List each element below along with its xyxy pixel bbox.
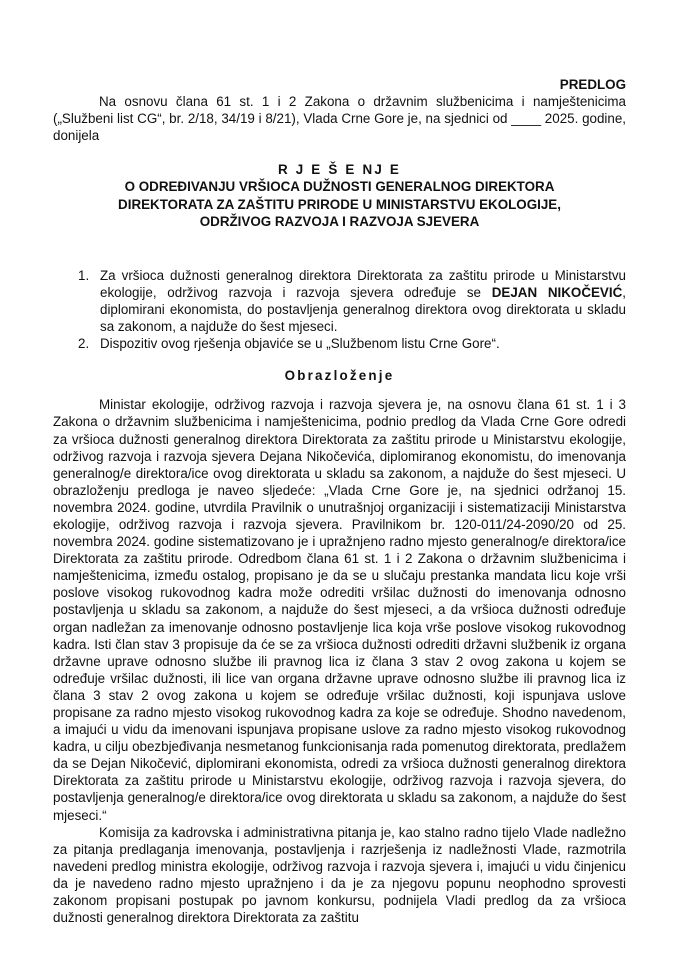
document-page: [53, 76, 626, 926]
dispositive-item-2: [53, 335, 626, 352]
dispositive-item-1: [53, 267, 626, 335]
item-number: 2.: [78, 336, 90, 352]
reasoning-paragraph-1: Ministar ekologije, održivog razvoja i razvoja sjevera je, na osnovu člana 61 st. 1 i 3 Zakona o državnim službenicima i namještenicima, podnio predlog da Vlada Crne Gore odredi za vršioca dužnosti generalnog direktora Direktorata za zaštitu prirode u Ministarstvu ekologije, održivog razvoja i razvoja sjevera Dejana Nikočevića, diplomiranog ekonomistu, do imenovanja generalnog/e direktora/ice ovog direktorata u skladu sa zakonom, a najduže do šest mjeseci. U obrazloženju predloga je naveo sljedeće: „Vlada Crne Gore je, na sjednici održanoj 15. novembra 2024. godine, utvrdila Pravilnik o unutrašnjoj organizaciji i sistematizaciji Ministarstva ekologije, održivog razvoja i razvoja sjevera. Pravilnikom br. 120-011/24-2090/20 od 25. novembra 2024. godine sistematizovano je i upražnjeno radno mjesto generalnog/e direktora/ice Direktorata za zaštitu prirode. Odredbom člana 61 st. 1 i 2 Zakona o državnim službenicima i namještenicima, između ostalog, propisano je da se u slučaju prestanka mandata licu koje vrši poslove visokog rukovodnog kadra može odrediti vršilac dužnosti do imenovanja odnosno postavljenja u skladu sa zakonom, a najduže do šest mjeseci, a da vršioca dužnosti određuje organ nadležan za imenovanje odnosno postavljenje lica koja vrše poslove visokog rukovodnog kadra. Isti član stav 3 propisuje da će se za vršioca dužnosti odrediti državni službenik iz organa državne uprave odnosno službe ili pravnog lica iz člana 3 stav 2 ovog zakona u kojem se određuje vršilac dužnosti, ili lice van organa državne uprave odnosno službe ili pravnog lica iz člana 3 stav 2 ovog zakona u kojem se određuje vršilac dužnosti, koji ispunjava uslove propisane za radno mjesto visokog rukovodnog kadra za koje se određuje. Shodno navedenom, a imajući u vidu da imenovani ispunjava propisane uslove za radno mjesto visokog rukovodnog kadra, u cilju obezbjeđivanja nesmetanog funkcionisanja rada pomenutog direktorata, predlažem da se Dejan Nikočević, diplomirani ekonomista, odredi za vršioca dužnosti generalnog direktora Direktorata za zaštitu prirode u Ministarstvu ekologije, održivog razvoja i razvoja sjevera, do postavljenja generalnog/e direktora/ice ovog direktorata u skladu sa zakonom, a najduže do šest mjeseci.“: [53, 397, 626, 823]
item-text-after: , diplomirani ekonomista, do postavljenja generalnog direktora ovog direktorata u skladu sa zakonom, a najduže do šest mjeseci.: [100, 284, 626, 335]
dispositive-list: [53, 267, 626, 352]
item-number: 1.: [78, 267, 90, 283]
item-text: Dispozitiv ovog rješenja objaviće se u „Službenom listu Crne Gore“.: [100, 336, 500, 352]
preamble: Na osnovu člana 61 st. 1 i 2 Zakona o državnim službenicima i namještenicima („Službeni list CG“, br. 2/18, 34/19 i 8/21), Vlada Crne Gore je, na sjednici od ____ 2025. godine, donijela: [53, 94, 626, 144]
decision-title-line-1: O ODREĐIVANJU VRŠIOCA DUŽNOSTI GENERALNOG DIREKTORA: [124, 179, 555, 195]
decision-title-block: [53, 161, 626, 229]
decision-title-line-3: ODRŽIVOG RAZVOJA I RAZVOJA SJEVERA: [199, 213, 480, 229]
decision-title-line-2: DIREKTORATA ZA ZAŠTITU PRIRODE U MINISTARSTVU EKOLOGIJE,: [118, 196, 561, 212]
reasoning-paragraph-2: Komisija za kadrovska i administrativna pitanja je, kao stalno radno tijelo Vlade nadležno za pitanja predlaganja imenovanja, postavljenja i razrješenja iz nadležnosti Vlade, razmotrila navedeni predlog ministra ekologije, održivog razvoja i razvoja sjevera i, imajući u vidu činjenicu da je navedeno radno mjesto upražnjeno i da je za njegovu popunu neophodno sprovesti zakonom propisani postupak po javnom konkursu, podnijela Vladi predlog da za vršioca dužnosti generalnog direktora Direktorata za zaštitu: [53, 824, 626, 926]
item-text-before: Za vršioca dužnosti generalnog direktora Direktorata za zaštitu prirode u Ministarstvu ekologije, održivog razvoja i razvoja sjevera određuje se: [100, 267, 626, 300]
status-label: PREDLOG: [559, 77, 626, 92]
reasoning-heading: Obrazloženje: [284, 368, 395, 384]
decision-heading: R J E Š E NJ E: [277, 162, 402, 178]
appointee-name: DEJAN NIKOČEVIĆ: [491, 284, 623, 300]
